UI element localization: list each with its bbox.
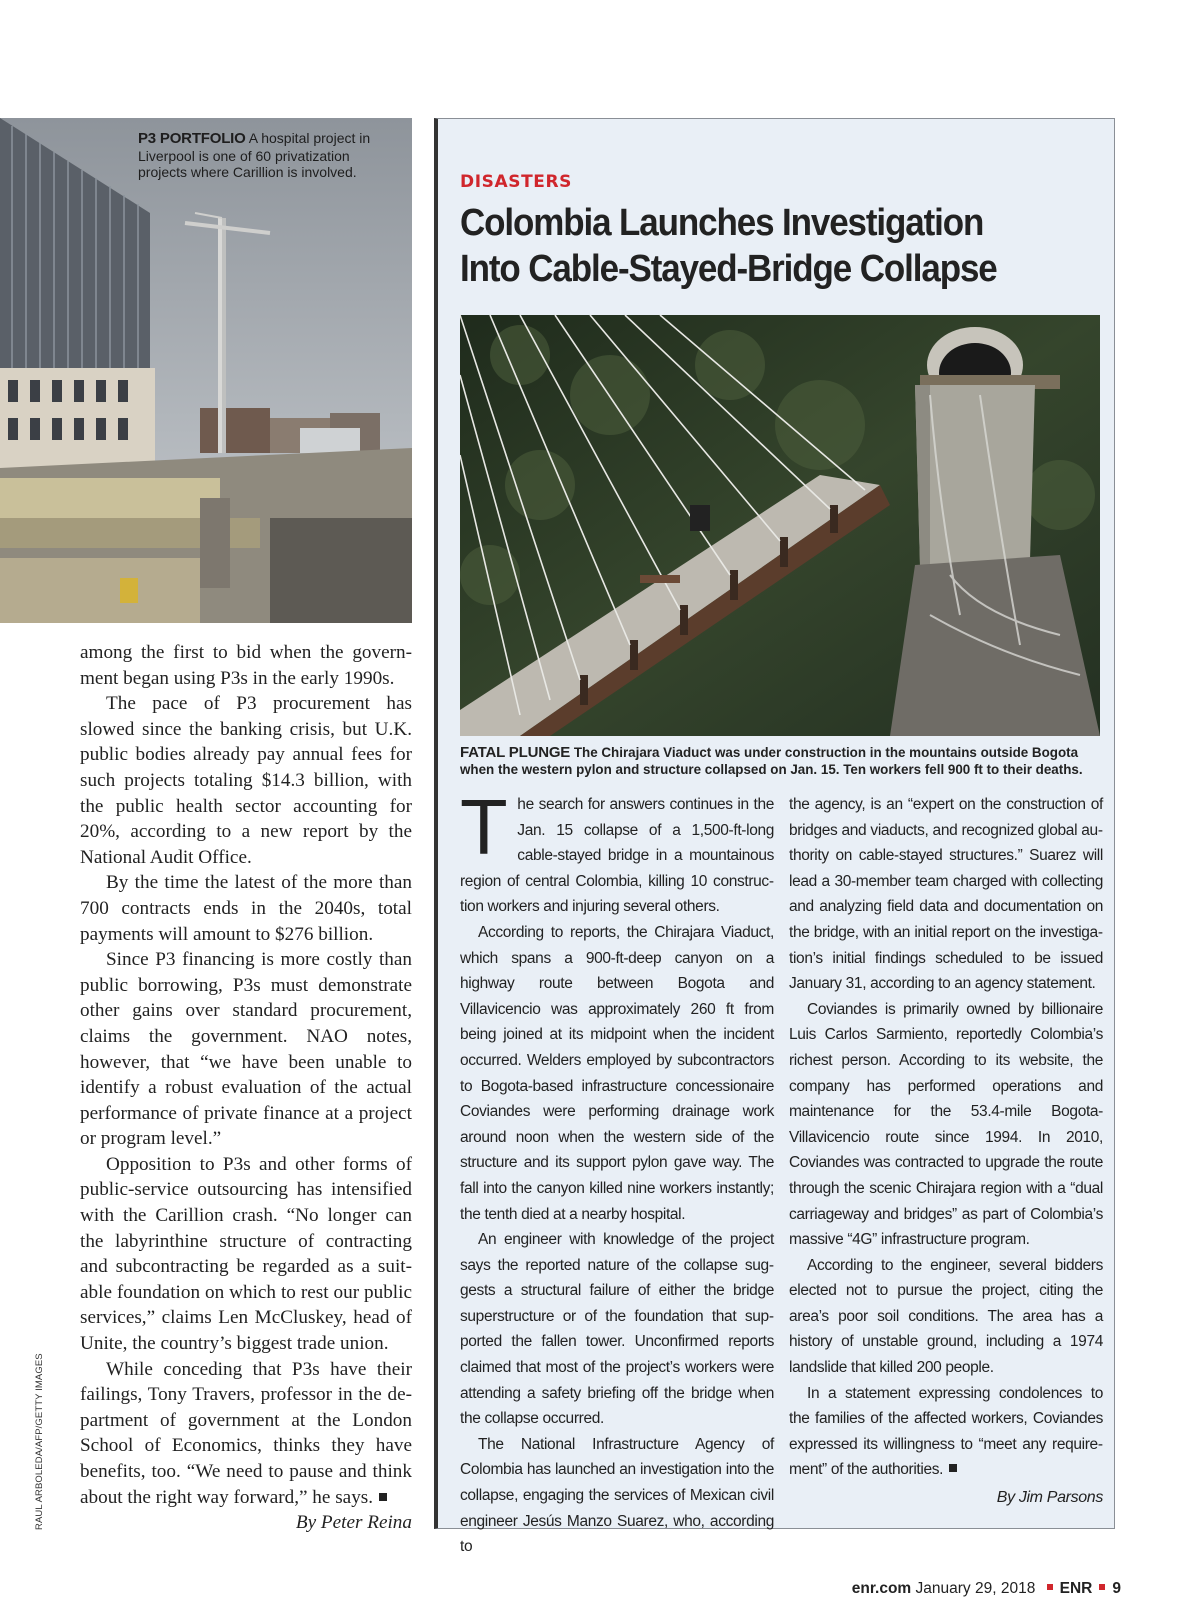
paragraph: By the time the latest of the more than 700 contracts ends in the 2040s, total payments will amount to $276 billion.	[80, 872, 412, 945]
paragraph: An engineer with knowledge of the project says the reported nature of the collapse suggests a structural failure of either the bridge superstructure or of the foundation that supported the fallen tower. Unconfirmed reports claimed that most of the project’s workers were attending a safety briefing off the bridge when the collapse occurred.	[460, 1231, 774, 1428]
footer-site[interactable]: enr.com	[851, 1580, 912, 1597]
byline: By Peter Reina	[295, 1512, 412, 1534]
paragraph: the agency, is an “expert on the construction of bridges and viaducts, and recognized global authority on cable-stayed structures.” Suarez will lead a 30-member team charged with collecting and analyzing field data and documentation on the bridge, with an initial report on the investigation’s initial findings scheduled to be issued January 31, according to an agency statement.	[789, 796, 1103, 993]
caption-text: A hospital project in Liverpool is one of 60 privatization projects where Carillion is involved.	[138, 130, 371, 180]
end-mark-icon	[379, 1493, 387, 1501]
paragraph-text: While conceding that P3s have their failings, Tony Travers, professor in the department of government at the London School of Economics, thinks they have benefits, too. “We need to pause and think about the right way forward,” he says.	[80, 1358, 412, 1508]
paragraph-last	[789, 1381, 1103, 1483]
footer-brand: ENR	[1059, 1580, 1093, 1597]
headline	[460, 200, 1049, 292]
p3-article-continuation	[80, 640, 412, 1536]
bridge-photo-caption	[460, 745, 1108, 779]
paragraph: The pace of P3 procurement has slowed since the banking crisis, but U.K. public bodies already pay annual fees for such projects totaling $14.3 billion, with the public health sector accounting for 20%, according to a new report by the National Audit Office.	[80, 693, 412, 868]
caption-kicker: P3 PORTFOLIO	[138, 130, 246, 147]
paragraph: Since P3 financing is more costly than public borrowing, P3s must demonstrate other gains over standard procurement, claims the government. NAO notes, however, that “we have been unable to identify a robust evaluation of the actual performance of private finance at a project or program level.”	[80, 949, 412, 1150]
paragraph-text: In a statement expressing condolences to the families of the affected workers, Coviandes expressed its willingness to “meet any requirement” of the authorities.	[789, 1384, 1103, 1479]
hospital-photo	[0, 118, 412, 623]
paragraph: According to the engineer, several bidders elected not to pursue the project, citing the area’s poor soil conditions. The area has a history of unstable ground, including a 1974 landslide that killed 200 people.	[789, 1256, 1103, 1377]
separator-square-icon	[1099, 1584, 1105, 1590]
lead-paragraph	[460, 783, 774, 920]
photo-credit: RAUL ARBOLEDA/AFP/GETTY IMAGES	[34, 1353, 45, 1530]
headline-line-2: Into Cable-Stayed-Bridge Collapse	[460, 248, 997, 290]
byline: By Jim Parsons	[996, 1489, 1103, 1507]
headline-line-1: Colombia Launches Investigation	[460, 202, 984, 244]
paragraph: Coviandes is primarily owned by billionaire Luis Carlos Sarmiento, reportedly Colombia’s richest person. According to its website, the company has performed operations and maintenance for the 53.4-mile Bogota-Villavicencio route since 1994. In 2010, Coviandes was contracted to upgrade the route through the scenic Chirajara region with a “dual carriageway and bridges” as part of Colombia’s massive “4G” infrastructure program.	[789, 1000, 1103, 1249]
bridge-collapse-photo	[460, 315, 1100, 736]
end-mark-icon	[949, 1464, 957, 1472]
caption-text: The Chirajara Viaduct was under construction in the mountains outside Bogota when the western pylon and structure collapsed on Jan. 15. Ten workers fell 900 ft to their deaths.	[460, 745, 1083, 777]
lead-text: he search for answers continues in the Jan. 15 collapse of a 1,500-ft-long cable-stayed bridge in a mountainous region of central Colombia, killing 10 construction workers and injuring several others.	[460, 796, 774, 916]
paragraph-last	[80, 1357, 412, 1511]
story-column-1	[460, 783, 774, 1560]
paragraph: According to reports, the Chirajara Viaduct, which spans a 900-ft-deep canyon on a highway route between Bogota and Villavicencio was approximately 260 ft from being joined at its midpoint when the incident occurred. Welders employed by subcontractors to Bogota-based infrastructure concessionaire Coviandes were performing drainage work around noon when the western side of the structure and its support pylon gave way. The fall into the canyon killed nine workers instantly; the tenth died at a nearby hospital.	[460, 923, 774, 1223]
page-number: 9	[1112, 1580, 1121, 1597]
paragraph: The National Infrastructure Agency of Colombia has launched an investigation into the collapse, engaging the services of Mexican civil engineer Jesús Manzo Suarez, who, according to	[460, 1435, 774, 1556]
paragraph: among the first to bid when the government began using P3s in the early 1990s.	[80, 642, 412, 689]
story-column-2	[789, 792, 1103, 1511]
drop-cap: T	[460, 783, 508, 871]
page-footer	[852, 1580, 1121, 1598]
section-label: DISASTERS	[460, 172, 573, 192]
hospital-photo-caption	[138, 130, 388, 181]
separator-square-icon	[1047, 1584, 1053, 1590]
paragraph: Opposition to P3s and other forms of public-service outsourcing has intensified with the Carillion crash. “No longer can the labyrinthine structure of contracting and subcontracting be regarded as a suitable foundation on which to rest our public services,” claims Len McCluskey, head of Unite, the country’s biggest trade union.	[80, 1153, 412, 1355]
caption-kicker: FATAL PLUNGE	[460, 744, 571, 761]
footer-date: January 29, 2018	[915, 1580, 1036, 1597]
